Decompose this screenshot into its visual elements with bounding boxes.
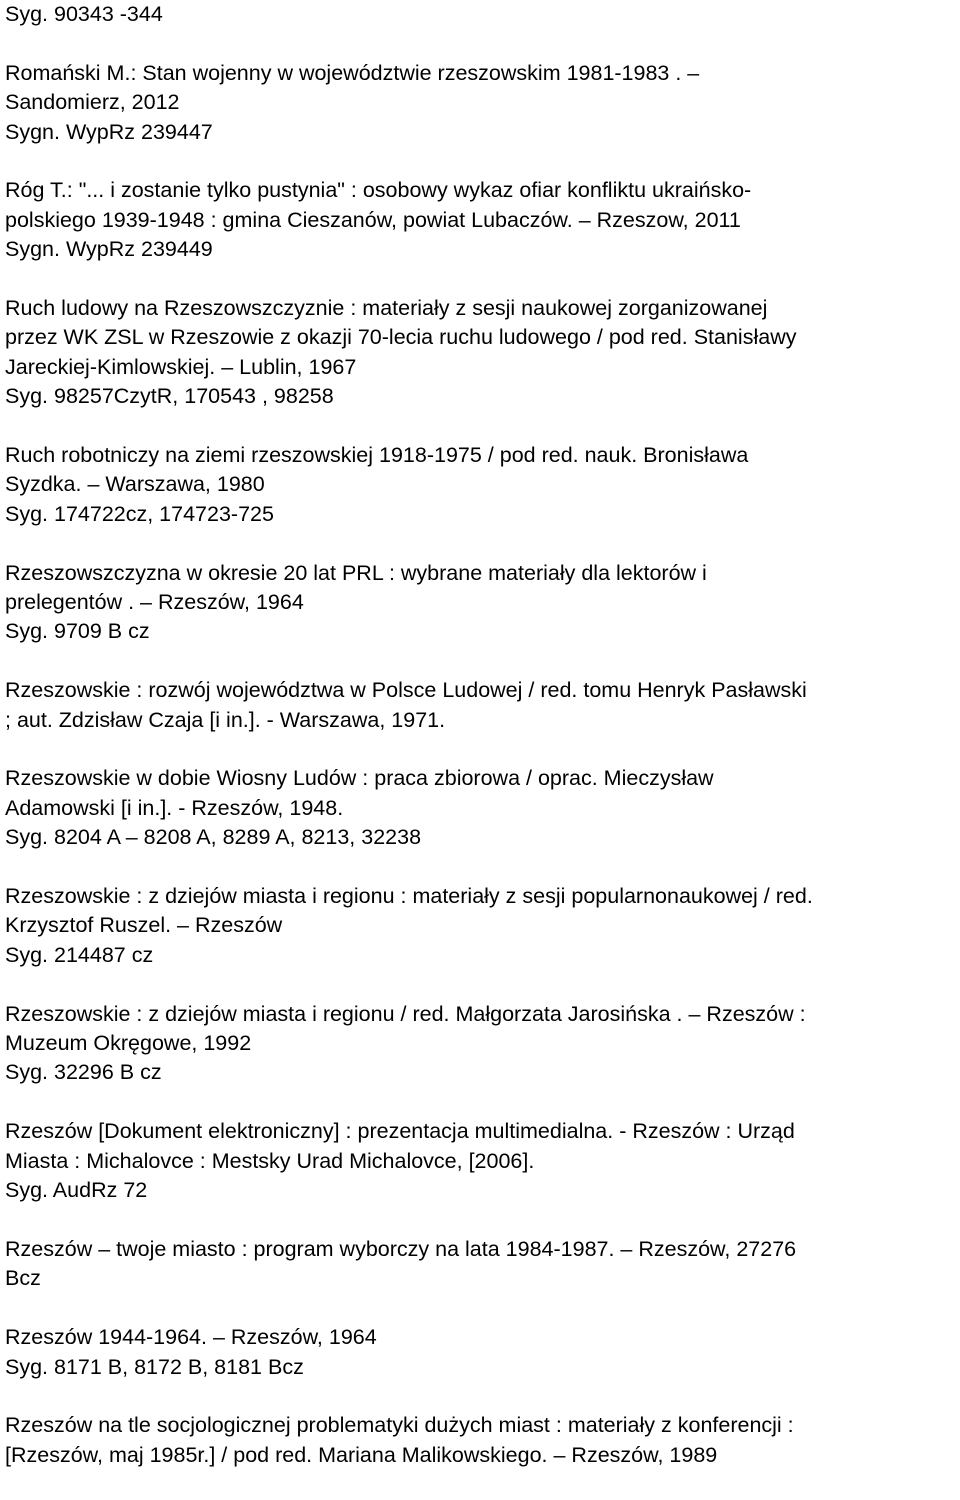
entry-line: polskiego 1939-1948 : gmina Cieszanów, powiat Lubaczów. – Rzeszow, 2011	[5, 207, 741, 232]
entry-line: Rzeszów – twoje miasto : program wyborczy na lata 1984-1987. – Rzeszów, 27276	[5, 1236, 797, 1261]
entry-line: Rzeszowszczyzna w okresie 20 lat PRL : wybrane materiały dla lektorów i	[5, 560, 707, 585]
bibliography-entry	[5, 294, 955, 412]
entry-line: Rzeszowskie : z dziejów miasta i regionu / red. Małgorzata Jarosińska . – Rzeszów :	[5, 1001, 806, 1026]
bibliography-entry	[5, 1117, 955, 1205]
entry-line: Syg. AudRz 72	[5, 1178, 148, 1203]
entry-line: [Rzeszów, maj 1985r.] / pod red. Mariana Malikowskiego. – Rzeszów, 1989	[5, 1442, 718, 1467]
entry-line: Syg. 90343 -344	[5, 2, 163, 26]
entry-line: Adamowski [i in.]. - Rzeszów, 1948.	[5, 795, 344, 820]
entry-line: Rzeszów [Dokument elektroniczny] : prezentacja multimedialna. - Rzeszów : Urząd	[5, 1119, 795, 1144]
entry-line: Krzysztof Ruszel. – Rzeszów	[5, 913, 283, 938]
bibliography-entry	[5, 1235, 955, 1294]
entry-line: Romański M.: Stan wojenny w województwie rzeszowskim 1981-1983 . –	[5, 60, 700, 85]
entry-line: Muzeum Okręgowe, 1992	[5, 1031, 252, 1056]
bibliography-entry	[5, 176, 955, 264]
entry-line: Miasta : Michalovce : Mestsky Urad Michalovce, [2006].	[5, 1148, 535, 1173]
bibliography-entry	[5, 882, 955, 970]
bibliography-entry	[5, 0, 955, 29]
entry-line: ; aut. Zdzisław Czaja [i in.]. - Warszawa, 1971.	[5, 707, 446, 732]
bibliography-entry	[5, 441, 955, 529]
entry-line: Ruch ludowy na Rzeszowszczyznie : materiały z sesji naukowej zorganizowanej	[5, 296, 768, 321]
entry-line: Róg T.: "... i zostanie tylko pustynia" : osobowy wykaz ofiar konfliktu ukraińsko-	[5, 178, 752, 203]
entry-line: Rzeszowskie : rozwój województwa w Polsce Ludowej / red. tomu Henryk Pasławski	[5, 678, 807, 703]
entry-line: przez WK ZSL w Rzeszowie z okazji 70-lecia ruchu ludowego / pod red. Stanisławy	[5, 325, 797, 350]
entry-line: Sygn. WypRz 239447	[5, 119, 213, 144]
bibliography-entry	[5, 1323, 955, 1382]
entry-line: Syg. 214487 cz	[5, 942, 154, 967]
bibliography-entry	[5, 59, 955, 147]
bibliography-entry	[5, 559, 955, 647]
entry-line: Sygn. WypRz 239449	[5, 237, 213, 262]
entry-line: Bcz	[5, 1266, 41, 1291]
entry-line: Ruch robotniczy na ziemi rzeszowskiej 1918-1975 / pod red. nauk. Bronisława	[5, 443, 749, 468]
entry-line: Syzdka. – Warszawa, 1980	[5, 472, 265, 497]
entry-line: Syg. 8171 B, 8172 B, 8181 Bcz	[5, 1354, 304, 1379]
bibliography-entry	[5, 1411, 955, 1470]
bibliography-entry	[5, 676, 955, 735]
entry-line: Syg. 32296 B cz	[5, 1060, 162, 1085]
entry-line: Rzeszowskie w dobie Wiosny Ludów : praca zbiorowa / oprac. Mieczysław	[5, 766, 714, 791]
entry-line: Syg. 9709 B cz	[5, 619, 150, 644]
entry-line: Syg. 98257CzytR, 170543 , 98258	[5, 384, 334, 409]
bibliography-entry	[5, 1000, 955, 1088]
bibliography-page	[5, 0, 955, 1500]
entry-line: Rzeszów na tle socjologicznej problematyki dużych miast : materiały z konferencji :	[5, 1413, 794, 1438]
entry-line: Syg. 174722cz, 174723-725	[5, 501, 274, 526]
entry-line: Rzeszów 1944-1964. – Rzeszów, 1964	[5, 1325, 377, 1350]
bibliography-entry	[5, 764, 955, 852]
entry-line: prelegentów . – Rzeszów, 1964	[5, 590, 304, 615]
entry-line: Rzeszowskie : z dziejów miasta i regionu : materiały z sesji popularnonaukowej / red.	[5, 884, 813, 909]
entry-line: Sandomierz, 2012	[5, 90, 180, 115]
entry-line: Jareckiej-Kimlowskiej. – Lublin, 1967	[5, 354, 357, 379]
entry-line: Syg. 8204 A – 8208 A, 8289 A, 8213, 32238	[5, 825, 422, 850]
